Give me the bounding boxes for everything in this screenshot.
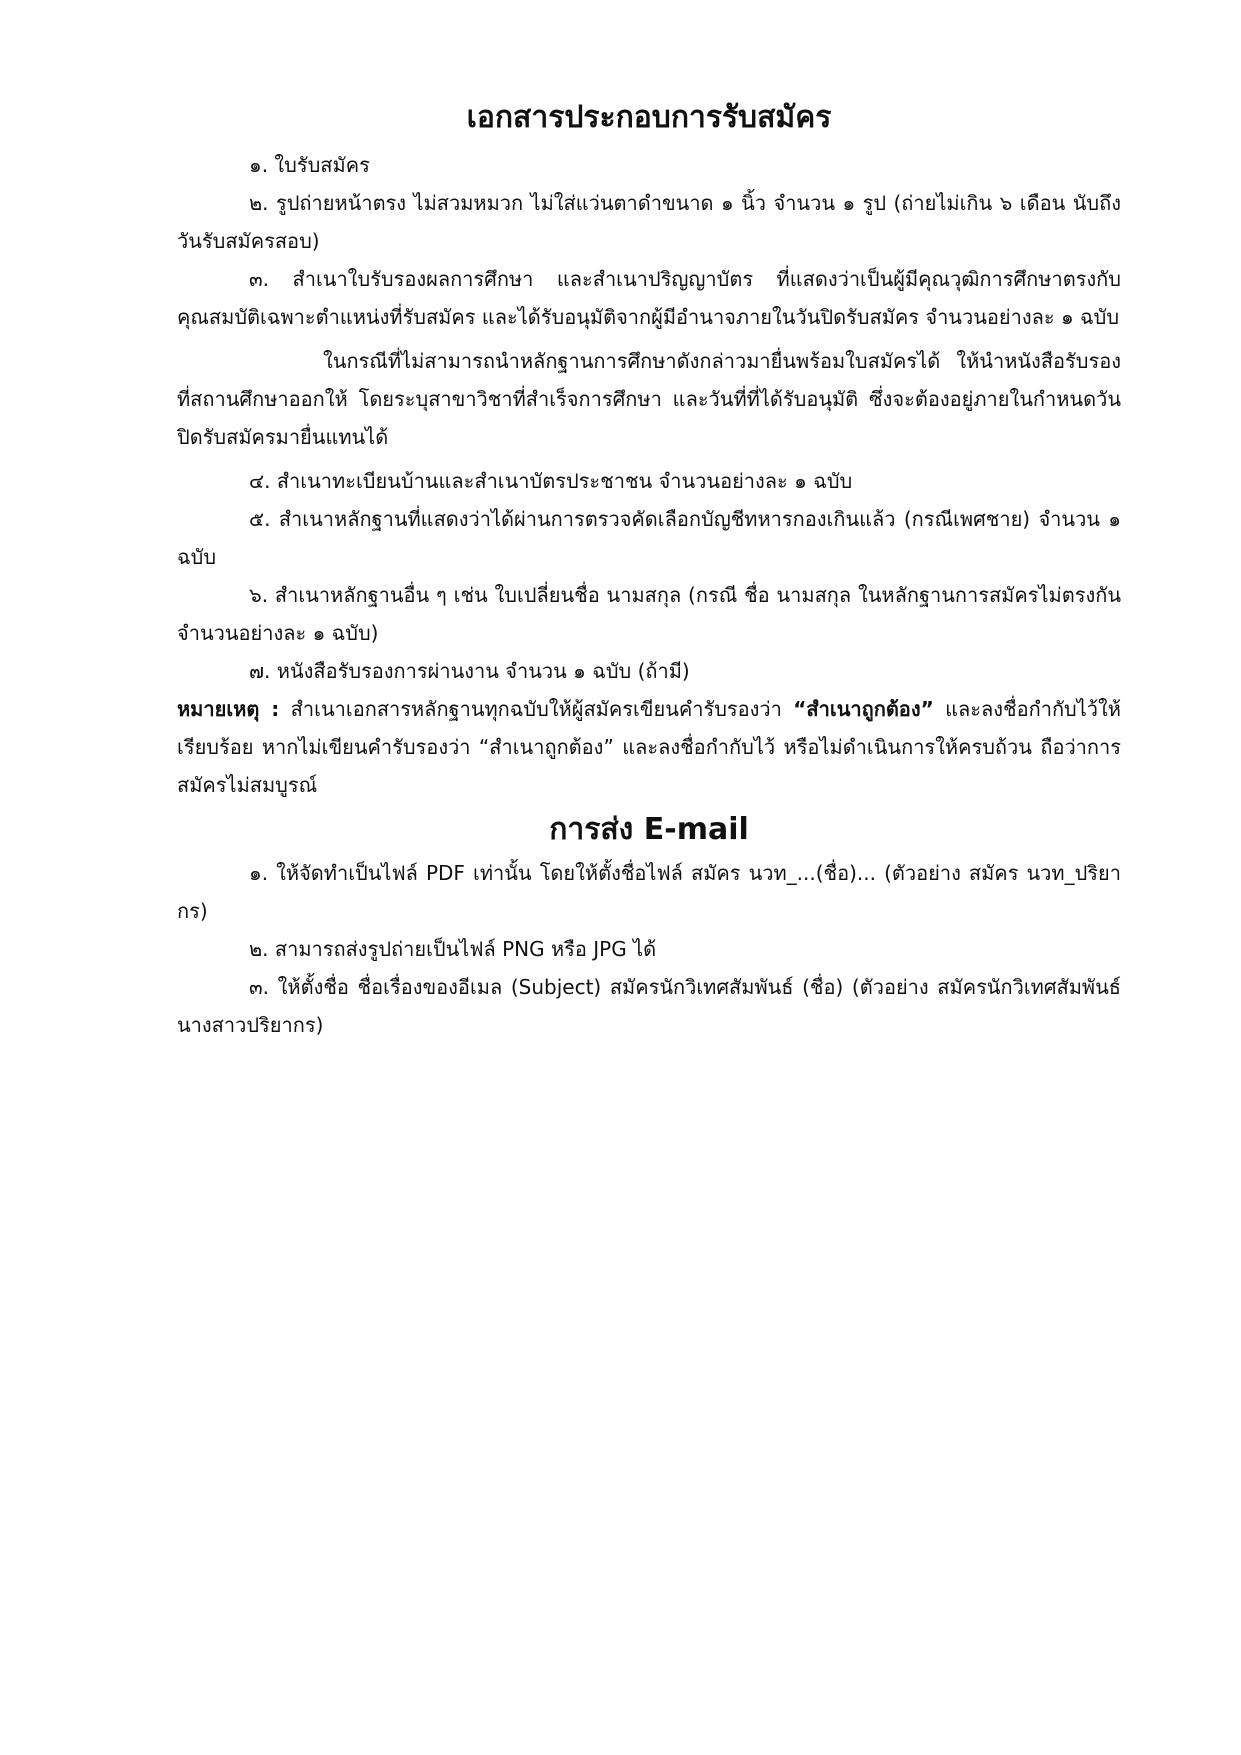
email-item-photo-format: ๒. สามารถส่งรูปถ่ายเป็นไฟล์ PNG หรือ JPG ได้ <box>249 937 657 961</box>
email-item-subject: ๓. ให้ตั้งชื่อ ชื่อเรื่องของอีเมล (Subject) สมัครนักวิเทศสัมพันธ์ (ชื่อ) (ตัวอย่าง สมัครนักวิเทศสัมพันธ์ นางสาวปริยากร) <box>177 975 1121 1037</box>
list-item-application-form: ๑. ใบรับสมัคร <box>249 153 370 177</box>
list-item-house-registration: ๔. สำเนาทะเบียนบ้านและสำเนาบัตรประชาชน จำนวนอย่างละ ๑ ฉบับ <box>249 469 853 493</box>
remark-label: หมายเหตุ : <box>177 697 280 721</box>
list-item-military-document: ๕. สำเนาหลักฐานที่แสดงว่าได้ผ่านการตรวจคัดเลือกบัญชีทหารกองเกินแล้ว (กรณีเพศชาย) จำนวน ๑ ฉบับ <box>177 507 1121 569</box>
list-item-photo: ๒. รูปถ่ายหน้าตรง ไม่สวมหมวก ไม่ใส่แว่นตาดำขนาด ๑ นิ้ว จำนวน ๑ รูป (ถ่ายไม่เกิน ๖ เดือน นับถึงวันรับสมัครสอบ) <box>177 191 1121 253</box>
list-item-work-certificate: ๗. หนังสือรับรองการผ่านงาน จำนวน ๑ ฉบับ (ถ้ามี) <box>249 659 690 683</box>
list-item-transcript: ๓. สำเนาใบรับรองผลการศึกษา และสำเนาปริญญาบัตร ที่แสดงว่าเป็นผู้มีคุณวุฒิการศึกษาตรงกับคุณสมบัติเฉพาะตำแหน่งที่รับสมัคร และได้รับอนุมัติจากผู้มีอำนาจภายในวันปิดรับสมัคร จำนวนอย่างละ ๑ ฉบับ <box>177 267 1121 329</box>
remark-emphasis: “สำเนาถูกต้อง” <box>793 697 934 721</box>
list-item-other-documents: ๖. สำเนาหลักฐานอื่น ๆ เช่น ใบเปลี่ยนชื่อ นามสกุล (กรณี ชื่อ นามสกุล ในหลักฐานการสมัครไม่ตรงกัน จำนวนอย่างละ ๑ ฉบับ) <box>177 583 1121 645</box>
remark-text-before: สำเนาเอกสารหลักฐานทุกฉบับให้ผู้สมัครเขียนคำรับรองว่า <box>279 697 794 721</box>
email-item-pdf: ๑. ให้จัดทำเป็นไฟล์ PDF เท่านั้น โดยให้ตั้งชื่อไฟล์ สมัคร นวท_...(ชื่อ)... (ตัวอย่าง สมัคร นวท_ปริยากร) <box>177 861 1121 923</box>
remark-paragraph <box>177 690 1121 804</box>
list-item-transcript-note: ในกรณีที่ไม่สามารถนำหลักฐานการศึกษาดังกล่าวมายื่นพร้อมใบสมัครได้ ให้นำหนังสือรับรองที่สถานศึกษาออกให้ โดยระบุสาขาวิชาที่สำเร็จการศึกษา และวันที่ที่ได้รับอนุมัติ ซึ่งจะต้องอยู่ภายในกำหนดวันปิดรับสมัครมายื่นแทนได้ <box>177 349 1121 449</box>
remark-text-after: และลงชื่อกำกับไว้ให้เรียบร้อย หากไม่เขียนคำรับรองว่า “สำเนาถูกต้อง” และลงชื่อกำกับไว้ หรือไม่ดำเนินการให้ครบถ้วน ถือว่าการสมัครไม่สมบูรณ์ <box>177 697 1121 797</box>
document-page <box>177 96 1121 1044</box>
email-section-title: การส่ง E-mail <box>549 812 749 847</box>
document-title: เอกสารประกอบการรับสมัคร <box>466 100 832 135</box>
